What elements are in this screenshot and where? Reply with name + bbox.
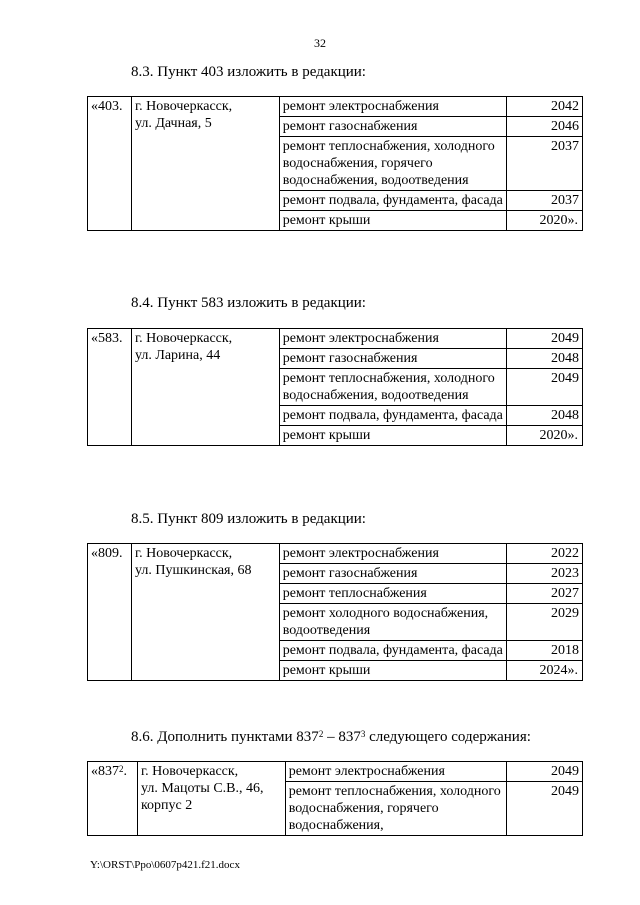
section-heading-8-3: 8.3. Пункт 403 изложить в редакции: <box>131 64 366 80</box>
year: 2049 <box>507 369 583 406</box>
work-type: ремонт подвала, фундамента, фасада <box>279 191 506 211</box>
work-type: ремонт электроснабжения <box>279 544 506 564</box>
work-type: ремонт подвала, фундамента, фасада <box>279 641 506 661</box>
table-837 <box>87 761 583 836</box>
item-number: «583. <box>88 329 132 446</box>
work-type: ремонт подвала, фундамента, фасада <box>279 406 506 426</box>
section-heading-8-5: 8.5. Пункт 809 изложить в редакции: <box>131 511 366 527</box>
section-heading-8-6: 8.6. Дополнить пунктами $837^2 - 837^3$ следующего содержания: <box>131 729 531 745</box>
table-row <box>88 329 583 349</box>
year: 2049 <box>507 762 583 782</box>
year: 2042 <box>507 97 583 117</box>
table-403 <box>87 96 583 231</box>
year: 2046 <box>507 117 583 137</box>
table-583 <box>87 328 583 446</box>
year: 2049 <box>507 782 583 836</box>
address: г. Новочеркасск, ул. Пушкинская, 68 <box>131 544 279 681</box>
work-type: ремонт электроснабжения <box>279 329 506 349</box>
work-type: ремонт теплоснабжения, холодного водоснабжения, горячего водоснабжения, водоотведения <box>279 137 506 191</box>
work-type: ремонт газоснабжения <box>279 564 506 584</box>
year: 2023 <box>507 564 583 584</box>
year: 2020». <box>507 426 583 446</box>
item-number: «403. <box>88 97 132 231</box>
address: г. Новочеркасск, ул. Ларина, 44 <box>131 329 279 446</box>
item-number: «809. <box>88 544 132 681</box>
table-row <box>88 97 583 117</box>
year: 2037 <box>507 191 583 211</box>
work-type: ремонт теплоснабжения <box>279 584 506 604</box>
work-type: ремонт газоснабжения <box>279 349 506 369</box>
work-type: ремонт электроснабжения <box>285 762 506 782</box>
table-row <box>88 544 583 564</box>
year: 2049 <box>507 329 583 349</box>
table-row <box>88 762 583 782</box>
year: 2048 <box>507 349 583 369</box>
work-type: ремонт теплоснабжения, холодного водоснабжения, водоотведения <box>279 369 506 406</box>
section-heading-8-4: 8.4. Пункт 583 изложить в редакции: <box>131 295 366 311</box>
year: 2029 <box>507 604 583 641</box>
year: 2018 <box>507 641 583 661</box>
year: 2024». <box>507 661 583 681</box>
address: г. Новочеркасск, ул. Дачная, 5 <box>131 97 279 231</box>
work-type: ремонт холодного водоснабжения, водоотведения <box>279 604 506 641</box>
work-type: ремонт газоснабжения <box>279 117 506 137</box>
year: 2048 <box>507 406 583 426</box>
item-number: «$837^2$. <box>88 762 138 836</box>
work-type: ремонт крыши <box>279 426 506 446</box>
year: 2022 <box>507 544 583 564</box>
page-number: 32 <box>314 36 326 50</box>
table-809 <box>87 543 583 681</box>
work-type: ремонт крыши <box>279 211 506 231</box>
year: 2027 <box>507 584 583 604</box>
year: 2037 <box>507 137 583 191</box>
work-type: ремонт теплоснабжения, холодного водоснабжения, горячего водоснабжения, <box>285 782 506 836</box>
footer-file-path: Y:\ORST\Ppo\0607p421.f21.docx <box>90 859 240 871</box>
year: 2020». <box>507 211 583 231</box>
work-type: ремонт крыши <box>279 661 506 681</box>
address: г. Новочеркасск, ул. Мацоты С.В., 46, корпус 2 <box>137 762 285 836</box>
work-type: ремонт электроснабжения <box>279 97 506 117</box>
